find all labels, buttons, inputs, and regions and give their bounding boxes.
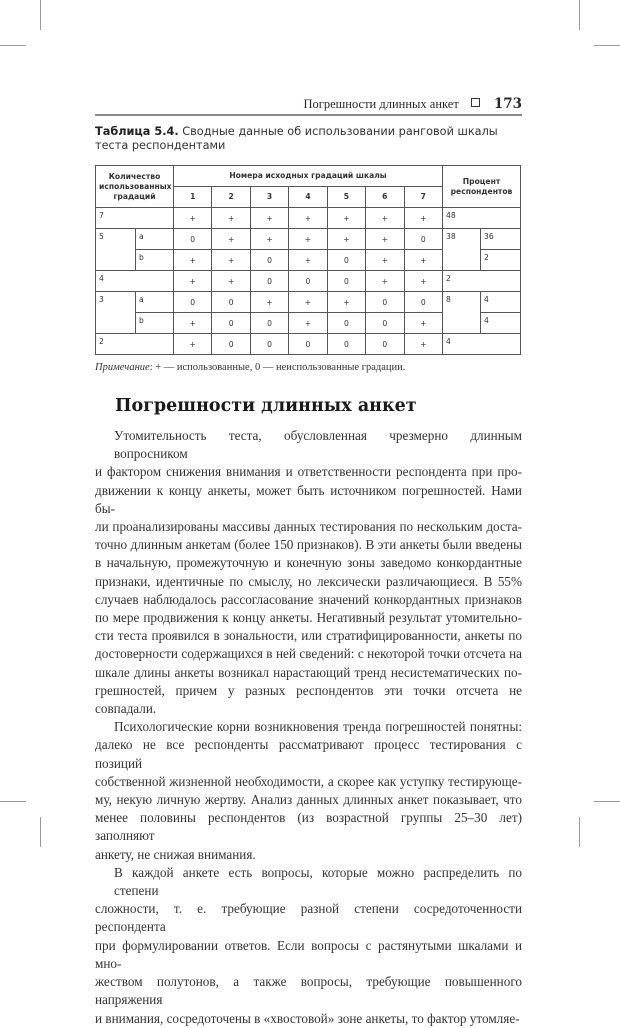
header-grade-number: 7 — [404, 187, 442, 208]
sub-percent-cell: 4 — [481, 292, 521, 313]
header-grade-number: 2 — [212, 187, 250, 208]
grade-cell: + — [404, 271, 442, 292]
body-line: далеко не все респонденты рассматривают процесс тестирования с позиций — [95, 737, 522, 771]
body-line: шкале длины анкеты возникал нарастающий тренд несистематических по- — [95, 664, 522, 680]
header-grade-number: 4 — [289, 187, 327, 208]
grade-cell: + — [366, 250, 404, 271]
grade-cell: + — [366, 271, 404, 292]
table-row — [96, 334, 521, 355]
header-percent: Процент респондентов — [443, 166, 521, 208]
row-count-cell: 2 — [96, 334, 174, 355]
grade-cell: + — [404, 334, 442, 355]
body-line: сложности, т. е. требующие разной степени сосредоточенности респондента — [95, 901, 522, 935]
grade-cell: + — [366, 229, 404, 250]
grade-cell: 0 — [327, 334, 365, 355]
body-line: движении к концу анкеты, может быть источником погрешностей. Нами бы- — [95, 482, 522, 516]
grade-cell: + — [404, 313, 442, 334]
body-line: сти теста проявился в зональности, или стратифицированности, анкеты по — [95, 628, 522, 644]
body-line: Психологические корни возникновения тренда погрешностей понятны: — [114, 719, 522, 735]
grade-cell: + — [250, 292, 288, 313]
header-grade-number: 3 — [250, 187, 288, 208]
grade-cell: 0 — [212, 313, 250, 334]
grade-cell: 0 — [250, 334, 288, 355]
data-table — [95, 165, 521, 355]
grade-cell: 0 — [174, 229, 212, 250]
grade-cell: + — [404, 208, 442, 229]
section-heading: Погрешности длинных анкет — [115, 396, 417, 416]
sub-percent-cell: 4 — [481, 313, 521, 334]
grade-cell: + — [250, 208, 288, 229]
row-variant-cell: a — [136, 292, 174, 313]
running-header-title: Погрешности длинных анкет — [303, 97, 459, 111]
grade-cell: 0 — [212, 334, 250, 355]
crop-mark — [40, 817, 41, 847]
grade-cell: 0 — [250, 250, 288, 271]
body-line: Утомительность теста, обусловленная чрезмерно длинным вопросником — [114, 428, 522, 462]
table-row — [96, 208, 521, 229]
table-caption-label: Таблица 5.4. — [95, 125, 179, 138]
grade-cell: 0 — [174, 292, 212, 313]
grade-cell: + — [327, 292, 365, 313]
body-line: анкету, не снижая внимания. — [95, 846, 256, 862]
row-count-cell: 3 — [96, 292, 136, 334]
grade-cell: 0 — [327, 313, 365, 334]
body-line: менее половины респондентов (из возрастной группы 25–30 лет) заполняют — [95, 810, 522, 844]
header-rule — [95, 114, 522, 116]
row-count-cell: 7 — [96, 208, 174, 229]
grade-cell: + — [174, 208, 212, 229]
crop-mark — [0, 801, 26, 802]
grade-cell: + — [174, 334, 212, 355]
body-line: точно длинным анкетам (более 150 признаков). В эти анкеты были введены — [95, 537, 522, 553]
square-bullet-icon — [471, 98, 480, 107]
grade-cell: + — [289, 229, 327, 250]
percent-cell: 4 — [443, 334, 521, 355]
row-variant-cell: a — [136, 229, 174, 250]
row-variant-cell: b — [136, 250, 174, 271]
grade-cell: 0 — [250, 313, 288, 334]
crop-mark — [594, 45, 620, 46]
body-line: и внимания, сосредоточены в «хвостовой» зоне анкеты, то фактор утомляе- — [95, 1010, 520, 1026]
body-line: при формулировании ответов. Если вопросы с растянутыми шкалами и мно- — [95, 937, 522, 971]
crop-mark — [40, 0, 41, 30]
table-row — [96, 292, 521, 313]
body-line: признаки, идентичные по смыслу, но лексически различающиеся. В 55% — [95, 573, 522, 589]
grade-cell: 0 — [366, 292, 404, 313]
body-line: жеством полутонов, а также вопросы, требующие повышенного напряжения — [95, 974, 522, 1008]
grade-cell: + — [174, 250, 212, 271]
grade-cell: 0 — [404, 292, 442, 313]
table-row — [96, 271, 521, 292]
grade-cell: + — [289, 292, 327, 313]
body-line: и фактором снижения внимания и ответственности респондента при про- — [95, 464, 522, 480]
percent-cell: 8 — [443, 292, 481, 334]
body-line: собственной жизненной необходимости, а скорее как уступку тестирующе- — [95, 773, 522, 789]
grade-cell: + — [289, 313, 327, 334]
grade-cell: 0 — [366, 313, 404, 334]
grade-cell: 0 — [289, 334, 327, 355]
grade-cell: + — [289, 250, 327, 271]
header-grades: Номера исходных градаций шкалы — [174, 166, 443, 187]
grade-cell: + — [174, 271, 212, 292]
grade-cell: 0 — [366, 334, 404, 355]
note-text: : + — использованные, 0 — неиспользованные градации. — [149, 362, 406, 373]
header-grade-number: 5 — [327, 187, 365, 208]
sub-percent-cell: 2 — [481, 250, 521, 271]
grade-cell: + — [212, 229, 250, 250]
header-count: Количество использованных градаций — [96, 166, 174, 208]
grade-cell: + — [289, 208, 327, 229]
body-line: му, некую личную жертву. Анализ данных длинных анкет показывает, что — [95, 792, 522, 808]
grade-cell: + — [212, 271, 250, 292]
table-body — [96, 208, 521, 355]
grade-cell: + — [174, 313, 212, 334]
grade-cell: + — [327, 208, 365, 229]
grade-cell: 0 — [250, 271, 288, 292]
body-line: грешностей, причем у разных респондентов эти точки отсчета не совпадали. — [95, 682, 522, 717]
crop-mark — [594, 801, 620, 802]
row-count-cell: 4 — [96, 271, 174, 292]
page-content — [95, 0, 522, 1028]
grade-cell: 0 — [327, 250, 365, 271]
grade-cell: 0 — [212, 292, 250, 313]
percent-cell: 38 — [443, 229, 481, 271]
grade-cell: + — [366, 208, 404, 229]
body-line: достоверности содержащихся в ней сведений: с некоторой точки отсчета на — [95, 646, 522, 662]
crop-mark — [579, 817, 580, 847]
percent-cell: 2 — [443, 271, 521, 292]
body-line: случаев наблюдалось рассогласование значений конкордантных признаков — [95, 591, 522, 607]
crop-mark — [0, 45, 26, 46]
row-count-cell: 5 — [96, 229, 136, 271]
table-row — [96, 229, 521, 250]
grade-cell: 0 — [289, 271, 327, 292]
sub-percent-cell: 36 — [481, 229, 521, 250]
body-text — [95, 427, 522, 1028]
body-line: В каждой анкете есть вопросы, которые можно распределить по степени — [114, 864, 522, 899]
grade-cell: + — [212, 250, 250, 271]
page-number: 173 — [493, 96, 522, 112]
table-note — [95, 361, 522, 375]
crop-mark — [579, 0, 580, 30]
grade-cell: 0 — [404, 229, 442, 250]
header-grade-number: 6 — [366, 187, 404, 208]
grade-cell: + — [212, 208, 250, 229]
grade-cell: + — [404, 250, 442, 271]
body-line: ли проанализированы массивы данных тестирования по нескольким доста- — [95, 519, 522, 535]
grade-cell: + — [250, 229, 288, 250]
table-caption-text: Сводные данные об использовании ранговой шкалы теста респондентами — [95, 125, 498, 152]
running-header — [95, 95, 522, 113]
grade-cell: 0 — [327, 271, 365, 292]
body-line: по мере продвижения к концу анкеты. Негативный результат утомительно- — [95, 610, 522, 626]
body-line: в начальную, промежуточную и конечную зоны заведомо конкордантные — [95, 555, 522, 571]
percent-cell: 48 — [443, 208, 521, 229]
grade-cell: + — [327, 229, 365, 250]
note-label: Примечание — [95, 362, 150, 373]
header-grade-number: 1 — [174, 187, 212, 208]
row-variant-cell: b — [136, 313, 174, 334]
table-caption — [95, 125, 522, 153]
